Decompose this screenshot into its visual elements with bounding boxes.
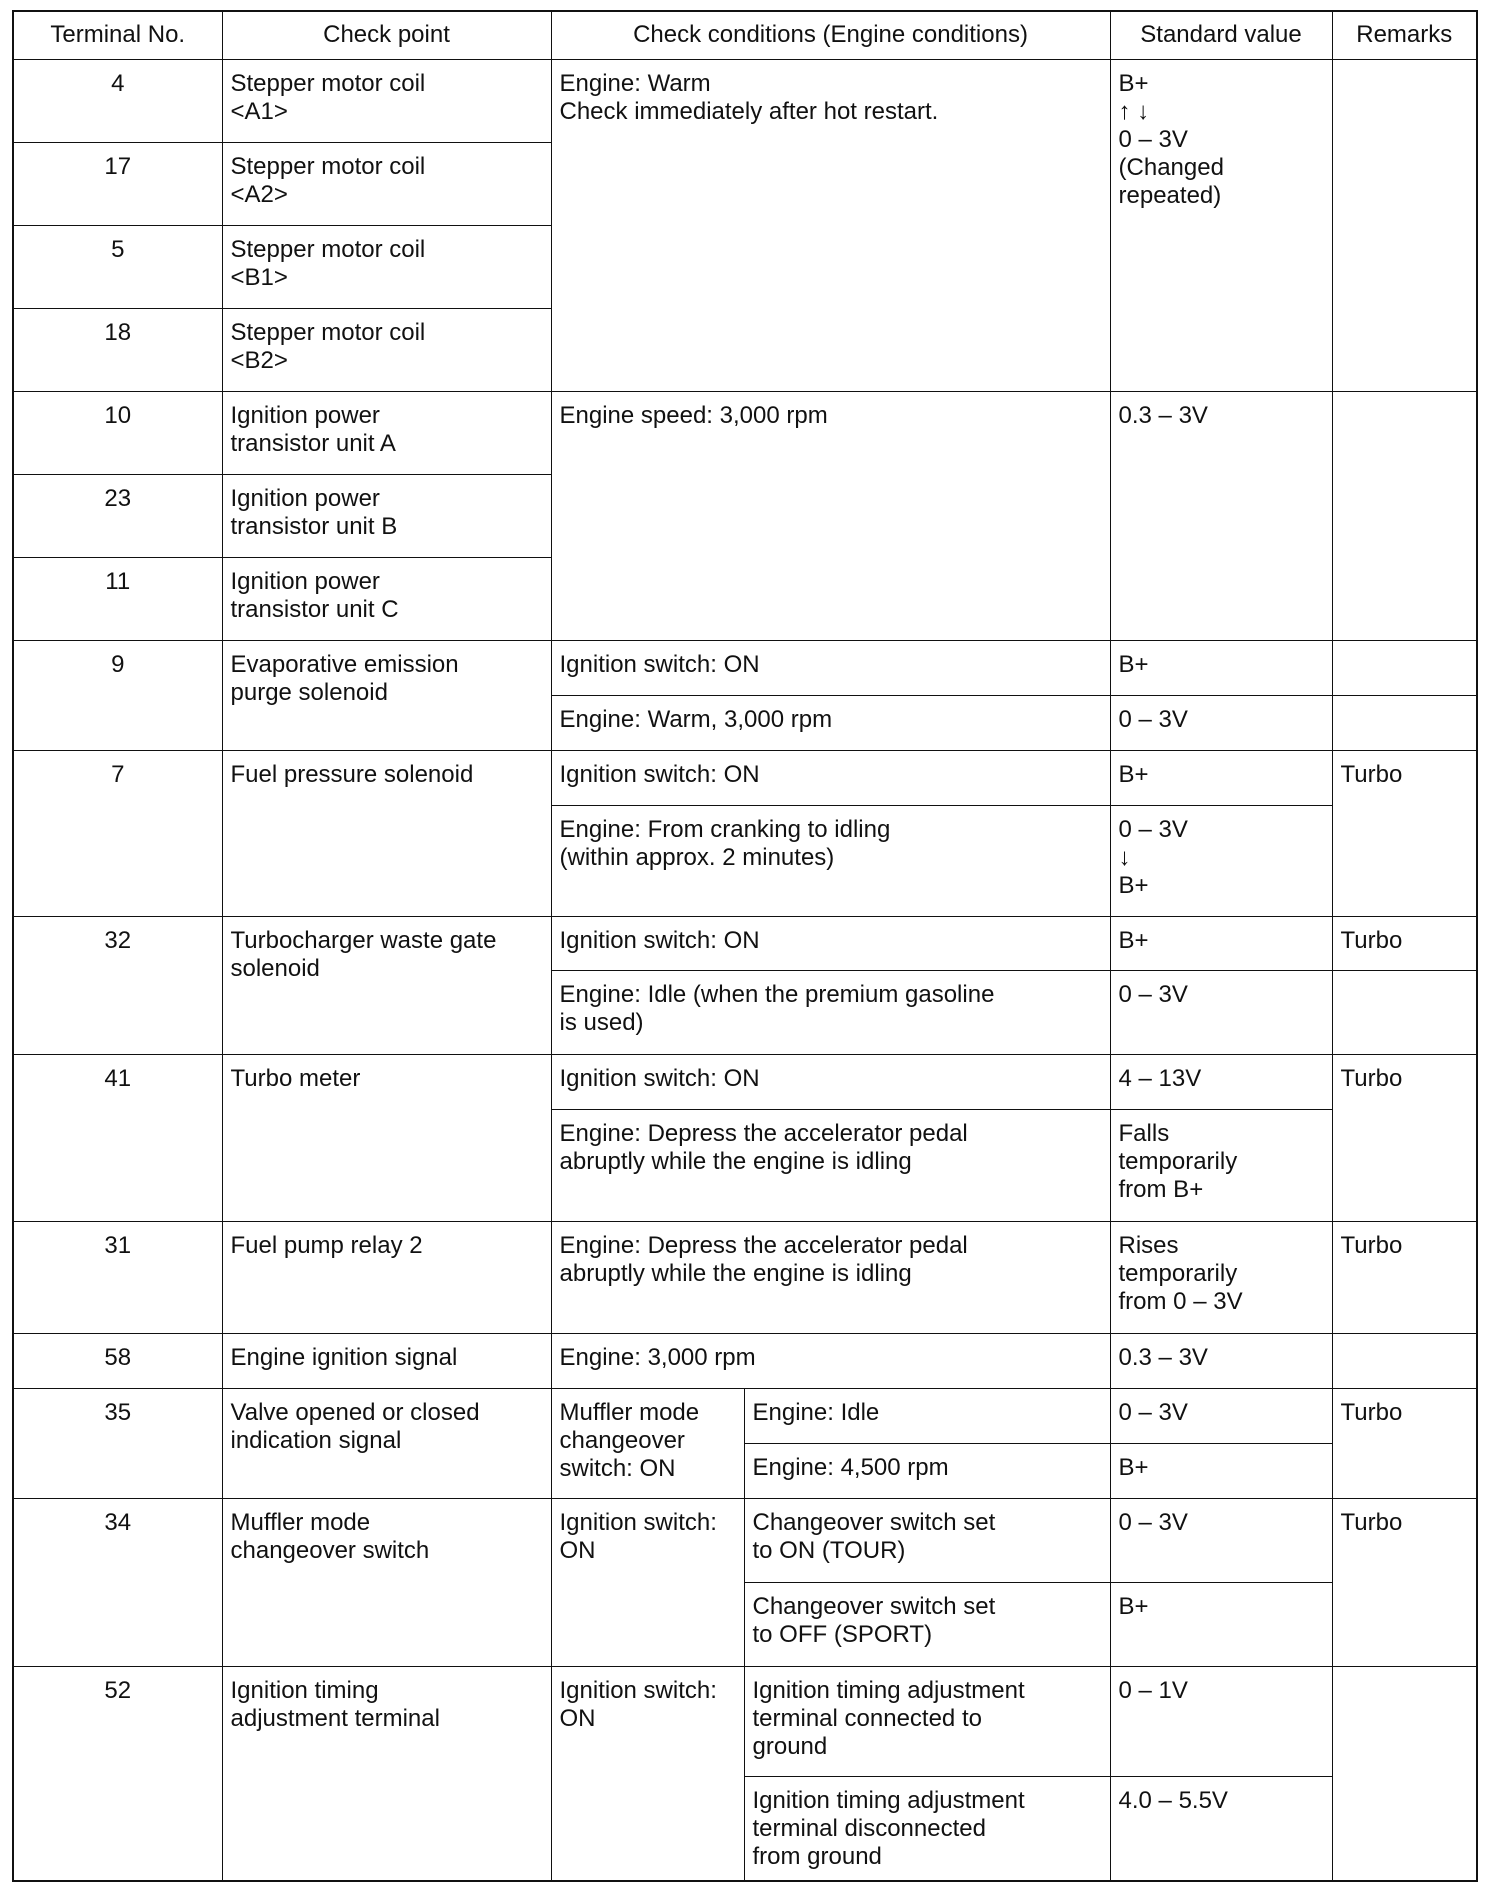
check-conditions: Engine: 3,000 rpm: [551, 1333, 1110, 1388]
table-row: [13, 1666, 1477, 1776]
table-row: [13, 1221, 1477, 1333]
check-conditions: Engine speed: 3,000 rpm: [551, 391, 1110, 640]
check-conditions: Engine: Depress the accelerator pedal abruptly while the engine is idling: [551, 1221, 1110, 1333]
spec-sheet: [12, 10, 1476, 1882]
check-point: Turbocharger waste gate solenoid: [222, 916, 551, 1054]
remarks: Turbo: [1332, 916, 1477, 970]
standard-value: 0 – 3V: [1110, 695, 1332, 750]
check-point: Ignition power transistor unit A: [222, 391, 551, 474]
header-terminal-no: Terminal No.: [13, 11, 222, 59]
check-point: Turbo meter: [222, 1054, 551, 1221]
check-conditions-sub: Changeover switch set to ON (TOUR): [744, 1498, 1110, 1582]
check-conditions: Ignition switch: ON: [551, 916, 1110, 970]
check-point: Ignition power transistor unit C: [222, 557, 551, 640]
standard-value: B+: [1110, 1582, 1332, 1666]
header-check-conditions: Check conditions (Engine conditions): [551, 11, 1110, 59]
remarks: Turbo: [1332, 1221, 1477, 1333]
check-conditions-main: Ignition switch: ON: [551, 1498, 744, 1666]
standard-value: B+: [1110, 916, 1332, 970]
terminal-no: 41: [13, 1054, 222, 1221]
table-row: [13, 1054, 1477, 1109]
terminal-no: 11: [13, 557, 222, 640]
remarks: Turbo: [1332, 750, 1477, 916]
check-conditions: Engine: Depress the accelerator pedal abruptly while the engine is idling: [551, 1109, 1110, 1221]
standard-value: 0 – 3V ↓ B+: [1110, 805, 1332, 916]
standard-value: 0.3 – 3V: [1110, 391, 1332, 640]
terminal-no: 9: [13, 640, 222, 750]
check-conditions-main: Ignition switch: ON: [551, 1666, 744, 1881]
remarks: [1332, 640, 1477, 695]
header-remarks: Remarks: [1332, 11, 1477, 59]
check-point: Ignition power transistor unit B: [222, 474, 551, 557]
check-conditions-sub: Ignition timing adjustment terminal connected to ground: [744, 1666, 1110, 1776]
standard-value: 4 – 13V: [1110, 1054, 1332, 1109]
standard-value: B+ ↑ ↓ 0 – 3V (Changed repeated): [1110, 59, 1332, 391]
remarks: [1332, 391, 1477, 640]
terminal-no: 34: [13, 1498, 222, 1666]
check-point: Valve opened or closed indication signal: [222, 1388, 551, 1498]
terminal-no: 18: [13, 308, 222, 391]
table-row: [13, 750, 1477, 805]
header-row: [13, 11, 1477, 59]
check-point: Fuel pump relay 2: [222, 1221, 551, 1333]
check-point: Ignition timing adjustment terminal: [222, 1666, 551, 1881]
table-row: [13, 1388, 1477, 1443]
terminal-no: 31: [13, 1221, 222, 1333]
remarks: [1332, 695, 1477, 750]
remarks: Turbo: [1332, 1388, 1477, 1498]
table-row: [13, 59, 1477, 142]
check-conditions: Ignition switch: ON: [551, 640, 1110, 695]
terminal-no: 58: [13, 1333, 222, 1388]
check-conditions: Engine: Idle (when the premium gasoline is used): [551, 970, 1110, 1054]
standard-value: B+: [1110, 640, 1332, 695]
standard-value: 0 – 3V: [1110, 1388, 1332, 1443]
header-standard-value: Standard value: [1110, 11, 1332, 59]
check-conditions-sub: Changeover switch set to OFF (SPORT): [744, 1582, 1110, 1666]
table-row: [13, 1333, 1477, 1388]
check-conditions: Engine: From cranking to idling (within approx. 2 minutes): [551, 805, 1110, 916]
check-conditions: Ignition switch: ON: [551, 750, 1110, 805]
remarks: [1332, 970, 1477, 1054]
standard-value: Rises temporarily from 0 – 3V: [1110, 1221, 1332, 1333]
check-conditions: Engine: Warm, 3,000 rpm: [551, 695, 1110, 750]
check-point: Stepper motor coil <A2>: [222, 142, 551, 225]
check-conditions-main: Muffler mode changeover switch: ON: [551, 1388, 744, 1498]
check-conditions-sub: Ignition timing adjustment terminal disconnected from ground: [744, 1776, 1110, 1881]
standard-value: Falls temporarily from B+: [1110, 1109, 1332, 1221]
standard-value: 0 – 1V: [1110, 1666, 1332, 1776]
table-row: [13, 640, 1477, 695]
check-point: Stepper motor coil <A1>: [222, 59, 551, 142]
terminal-no: 52: [13, 1666, 222, 1881]
standard-value: 0.3 – 3V: [1110, 1333, 1332, 1388]
header-check-point: Check point: [222, 11, 551, 59]
standard-value: 0 – 3V: [1110, 1498, 1332, 1582]
remarks: Turbo: [1332, 1498, 1477, 1666]
check-conditions-sub: Engine: Idle: [744, 1388, 1110, 1443]
check-point: Fuel pressure solenoid: [222, 750, 551, 916]
check-conditions: Ignition switch: ON: [551, 1054, 1110, 1109]
remarks: [1332, 1666, 1477, 1881]
remarks: Turbo: [1332, 1054, 1477, 1221]
terminal-no: 35: [13, 1388, 222, 1498]
check-conditions: Engine: Warm Check immediately after hot restart.: [551, 59, 1110, 391]
standard-value: 0 – 3V: [1110, 970, 1332, 1054]
check-point: Engine ignition signal: [222, 1333, 551, 1388]
ecu-terminal-check-table: [12, 10, 1478, 1882]
terminal-no: 32: [13, 916, 222, 1054]
check-point: Evaporative emission purge solenoid: [222, 640, 551, 750]
check-point: Stepper motor coil <B2>: [222, 308, 551, 391]
check-point: Stepper motor coil <B1>: [222, 225, 551, 308]
standard-value: B+: [1110, 1443, 1332, 1498]
table-row: [13, 1498, 1477, 1582]
terminal-no: 5: [13, 225, 222, 308]
remarks: [1332, 59, 1477, 391]
terminal-no: 4: [13, 59, 222, 142]
table-row: [13, 916, 1477, 970]
terminal-no: 10: [13, 391, 222, 474]
terminal-no: 7: [13, 750, 222, 916]
remarks: [1332, 1333, 1477, 1388]
standard-value: B+: [1110, 750, 1332, 805]
check-point: Muffler mode changeover switch: [222, 1498, 551, 1666]
table-row: [13, 391, 1477, 474]
standard-value: 4.0 – 5.5V: [1110, 1776, 1332, 1881]
terminal-no: 23: [13, 474, 222, 557]
terminal-no: 17: [13, 142, 222, 225]
check-conditions-sub: Engine: 4,500 rpm: [744, 1443, 1110, 1498]
